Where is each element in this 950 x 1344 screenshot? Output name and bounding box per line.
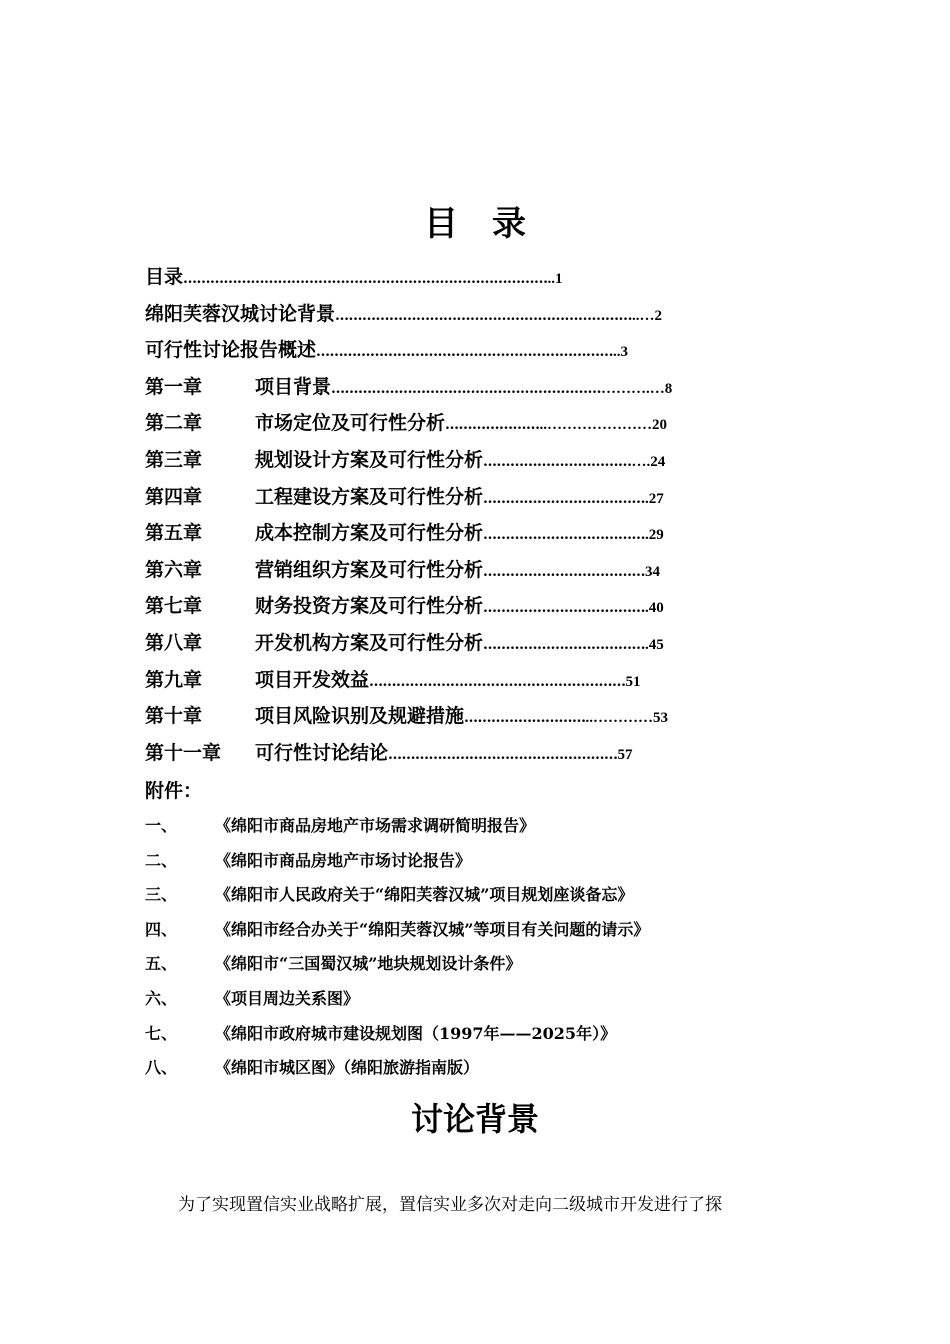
toc-dots: …………………………………………………… (331, 380, 602, 397)
body-paragraph: 为了实现置信实业战略扩展，置信实业多次对走向二级城市开发进行了探 (178, 1195, 722, 1215)
attachments-heading: 附件： (145, 780, 203, 802)
toc-page: ..3 (613, 344, 629, 361)
toc-chapter: 第三章 (145, 448, 203, 471)
toc-row[interactable] (145, 372, 785, 409)
toc-entry-label: 可行性讨论报告概述 (145, 339, 317, 362)
toc-list (145, 262, 785, 774)
attachment-number: 六、 (145, 988, 178, 1008)
attachment-text: 《绵阳市政府城市建设规划图（1997年——2025年）》 (215, 1023, 617, 1043)
toc-dots: ……………………………… (483, 600, 646, 617)
section-title: 讨论背景 (410, 1100, 539, 1138)
toc-dots: ……………………………………………………………………… (183, 271, 548, 287)
toc-title-text: 项目开发效益 (255, 668, 370, 691)
toc-row[interactable] (145, 262, 785, 299)
toc-chapter: 第十章 (145, 705, 203, 728)
attachment-item (145, 985, 805, 1020)
toc-row[interactable] (145, 408, 785, 445)
toc-chapter: 第七章 (145, 595, 203, 618)
toc-dots: ………………………………………………… (369, 673, 626, 690)
toc-dots: ……………………… (464, 710, 586, 727)
toc-chapter: 第二章 (145, 412, 203, 435)
toc-row[interactable] (145, 445, 785, 482)
toc-page: ..…2 (632, 307, 663, 324)
attachment-item (145, 1020, 805, 1055)
toc-row[interactable] (145, 482, 785, 519)
toc-title-text: 成本控制方案及可行性分析 (255, 522, 484, 545)
toc-dots: ……………………………… (483, 563, 646, 580)
attachment-item (145, 916, 805, 951)
attachment-number: 二、 (145, 850, 178, 870)
toc-entry-label: 绵阳芙蓉汉城讨论背景 (145, 302, 336, 325)
attachment-item (145, 812, 805, 847)
attachment-item (145, 847, 805, 882)
toc-page: .29 (645, 527, 664, 544)
attachment-number: 五、 (145, 954, 178, 974)
attachments-list (145, 812, 805, 1089)
toc-chapter: 第一章 (145, 375, 203, 398)
toc-title-text: 营销组织方案及可行性分析 (255, 558, 484, 581)
toc-title-text: 规划设计方案及可行性分析 (255, 448, 484, 471)
toc-title-right: 录 (492, 204, 526, 244)
attachment-number: 三、 (145, 885, 178, 905)
toc-entry-label: 目录 (145, 266, 184, 288)
toc-title-text: 项目风险识别及规避措施 (255, 705, 465, 728)
toc-row[interactable] (145, 299, 785, 336)
toc-chapter: 第八章 (145, 631, 203, 654)
attachment-text: 《绵阳市人民政府关于“绵阳芙蓉汉城”项目规划座谈备忘》 (215, 885, 634, 905)
toc-dots: ………………………………………………………… (316, 344, 614, 361)
attachment-text: 《项目周边关系图》 (215, 988, 360, 1008)
toc-chapter: 第四章 (145, 485, 203, 508)
attachment-text: 《绵阳市经合办关于“绵阳芙蓉汉城”等项目有关问题的请示》 (215, 919, 650, 939)
attachment-item (145, 881, 805, 916)
toc-dots: ……………………………… (483, 527, 646, 544)
toc-page: .27 (645, 490, 664, 507)
toc-page: 51 (625, 673, 641, 690)
toc-chapter: 第六章 (145, 558, 203, 581)
attachment-item (145, 950, 805, 985)
attachment-number: 七、 (145, 1023, 178, 1043)
toc-page: ..…………53 (585, 710, 669, 727)
toc-row[interactable] (145, 628, 785, 665)
attachment-number: 八、 (145, 1058, 178, 1078)
toc-dots: …………………………… (483, 453, 632, 470)
attachment-number: 一、 (145, 816, 178, 835)
toc-title-text: 可行性讨论结论 (255, 741, 389, 764)
attachment-text: 《绵阳市商品房地产市场需求调研简明报告》 (215, 816, 536, 835)
toc-title-text: 工程建设方案及可行性分析 (255, 485, 484, 508)
toc-title-text: 开发机构方案及可行性分析 (255, 631, 484, 654)
toc-title-text: 项目背景 (255, 375, 332, 398)
attachment-item (145, 1054, 805, 1089)
toc-title-left: 目 (424, 204, 458, 244)
toc-page: .40 (645, 600, 664, 617)
attachment-text: 《绵阳市商品房地产市场讨论报告》 (215, 850, 472, 870)
toc-page: ..…………………20 (539, 417, 668, 434)
toc-dots: ……………………………… (483, 636, 646, 653)
attachment-text: 《绵阳市“三国蜀汉城”地块规划设计条件》 (215, 954, 522, 974)
toc-row[interactable] (145, 665, 785, 702)
attachment-text: 《绵阳市城区图》（绵阳旅游指南版） (215, 1058, 480, 1078)
toc-row[interactable] (145, 555, 785, 592)
toc-dots: ……………………………… (483, 490, 646, 507)
toc-row[interactable] (145, 701, 785, 738)
toc-chapter: 第九章 (145, 668, 203, 691)
toc-page: 57 (617, 746, 633, 763)
toc-dots: ………………………………………………………… (335, 307, 633, 324)
toc-chapter: 第十一章 (145, 741, 222, 764)
toc-dots: ………………… (445, 417, 540, 434)
toc-row[interactable] (145, 591, 785, 628)
toc-page: ..1 (547, 271, 563, 287)
toc-title-text: 财务投资方案及可行性分析 (255, 595, 484, 618)
toc-page: .45 (645, 636, 664, 653)
toc-page: ….24 (631, 453, 666, 470)
toc-dots: …………………………………………… (388, 746, 618, 763)
toc-title-text: 市场定位及可行性分析 (255, 412, 446, 435)
toc-title (0, 196, 950, 245)
toc-row[interactable] (145, 518, 785, 555)
attachment-number: 四、 (145, 919, 178, 939)
toc-page: 34 (645, 563, 661, 580)
toc-chapter: 第五章 (145, 522, 203, 545)
toc-page: ……….…8 (601, 380, 673, 397)
toc-row[interactable] (145, 335, 785, 372)
toc-row[interactable] (145, 738, 785, 775)
